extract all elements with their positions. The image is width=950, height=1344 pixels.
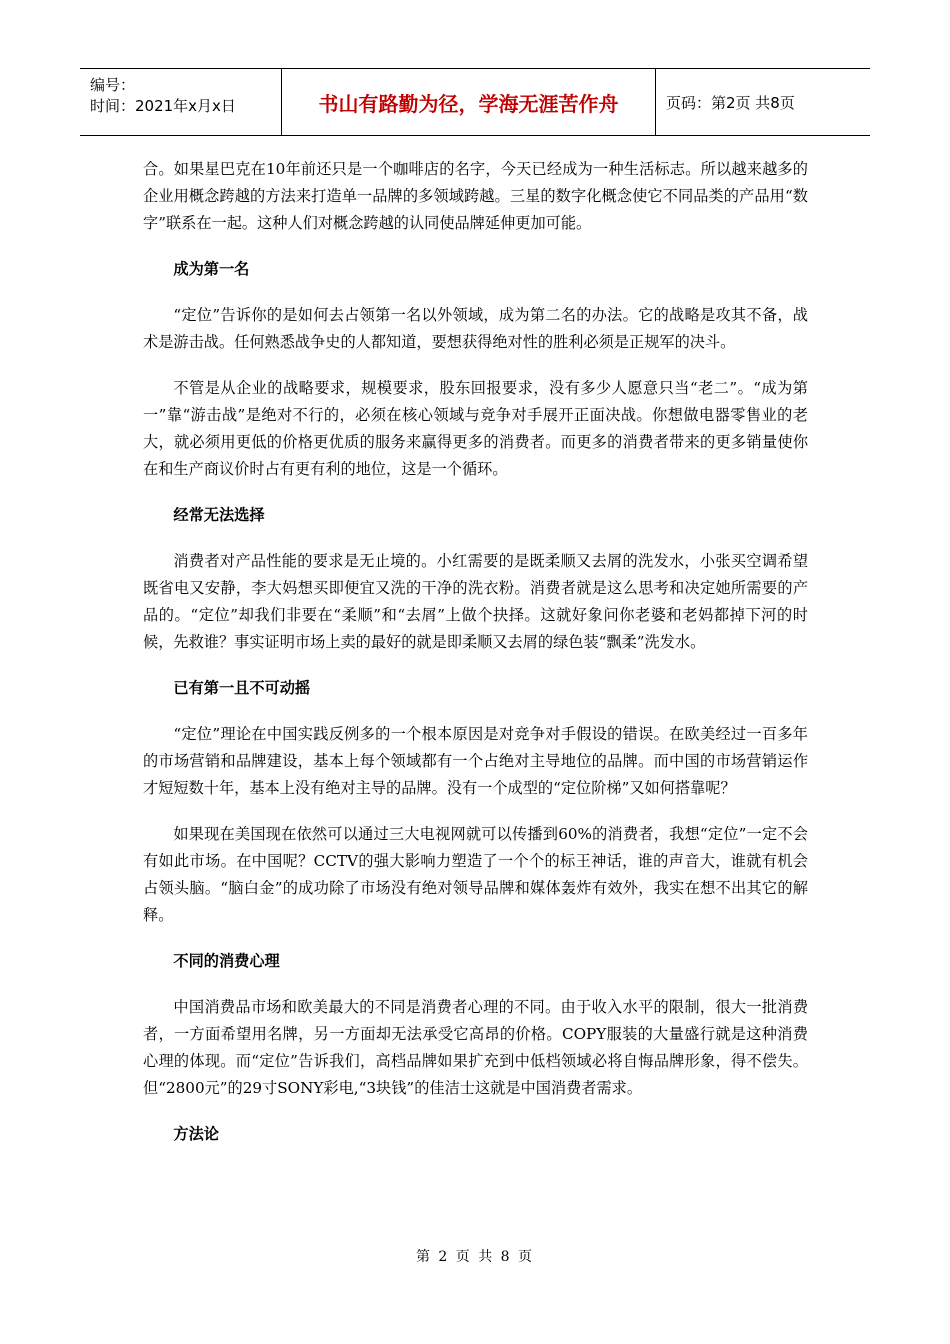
code-label: 编号： — [90, 76, 136, 94]
section-heading: 成为第一名 — [173, 260, 250, 278]
header-meta — [80, 69, 282, 135]
paragraph: “定位”告诉你的是如何去占领第一名以外领域，成为第二名的办法。它的战略是攻其不备，战术是游击战。任何熟悉战争史的人都知道，要想获得绝对性的胜利必须是正规军的决斗。 — [143, 306, 808, 351]
paragraph: 中国消费品市场和欧美最大的不同是消费者心理的不同。由于收入水平的限制，很大一批消费者，一方面希望用名牌，另一方面却无法承受它高昂的价格。COPY服装的大量盛行就是这种消费心理的体现。而“定位”告诉我们，高档品牌如果扩充到中低档领域必将自悔品牌形象，得不偿失。但“2800元”的29寸SONY彩电,“3块钱”的佳洁士这就是中国消费者需求。 — [143, 998, 808, 1097]
paragraph: 合。如果星巴克在10年前还只是一个咖啡店的名字，今天已经成为一种生活标志。所以越来越多的企业用概念跨越的方法来打造单一品牌的多领域跨越。三星的数字化概念使它不同品类的产品用“数字”联系在一起。这种人们对概念跨越的认同使品牌延伸更加可能。 — [143, 160, 808, 232]
paragraph: 消费者对产品性能的要求是无止境的。小红需要的是既柔顺又去屑的洗发水，小张买空调希望既省电又安静，李大妈想买即便宜又洗的干净的洗衣粉。消费者就是这么思考和决定她所需要的产品的。“定位”却我们非要在“柔顺”和“去屑”上做个抉择。这就好象问你老婆和老妈都掉下河的时候，先救谁？事实证明市场上卖的最好的就是即柔顺又去屑的绿色装“飘柔”洗发水。 — [143, 552, 808, 651]
page-header — [80, 68, 870, 136]
section-heading: 经常无法选择 — [173, 506, 265, 524]
section-heading: 方法论 — [173, 1125, 219, 1143]
paragraph: 如果现在美国现在依然可以通过三大电视网就可以传播到60%的消费者，我想“定位”一定不会有如此市场。在中国呢？CCTV的强大影响力塑造了一个个的标王神话，谁的声音大，谁就有机会占领头脑。“脑白金”的成功除了市场没有绝对领导品牌和媒体轰炸有效外，我实在想不出其它的解释。 — [143, 825, 808, 924]
page-footer: 第 2 页 共 8 页 — [415, 1249, 535, 1265]
document-body — [143, 156, 808, 1167]
paragraph: 不管是从企业的战略要求，规模要求，股东回报要求，没有多少人愿意只当“老二”。“成为第一”靠“游击战”是绝对不行的，必须在核心领域与竞争对手展开正面决战。你想做电器零售业的老大，就必须用更低的价格更优质的服务来赢得更多的消费者。而更多的消费者带来的更多销量使你在和生产商议价时占有更有利的地位，这是一个循环。 — [143, 379, 808, 478]
section-heading: 不同的消费心理 — [173, 952, 280, 970]
header-page-label: 页码：第2页 共8页 — [666, 93, 795, 112]
section-heading: 已有第一且不可动摇 — [173, 679, 311, 697]
time-label: 时间：2021年x月x日 — [90, 97, 236, 115]
header-motto: 书山有路勤为径，学海无涯苦作舟 — [282, 69, 656, 135]
paragraph: “定位”理论在中国实践反例多的一个根本原因是对竞争对手假设的错误。在欧美经过一百多年的市场营销和品牌建设，基本上每个领域都有一个占绝对主导地位的品牌。而中国的市场营销运作才短短数十年，基本上没有绝对主导的品牌。没有一个成型的“定位阶梯”又如何搭靠呢？ — [143, 725, 808, 797]
